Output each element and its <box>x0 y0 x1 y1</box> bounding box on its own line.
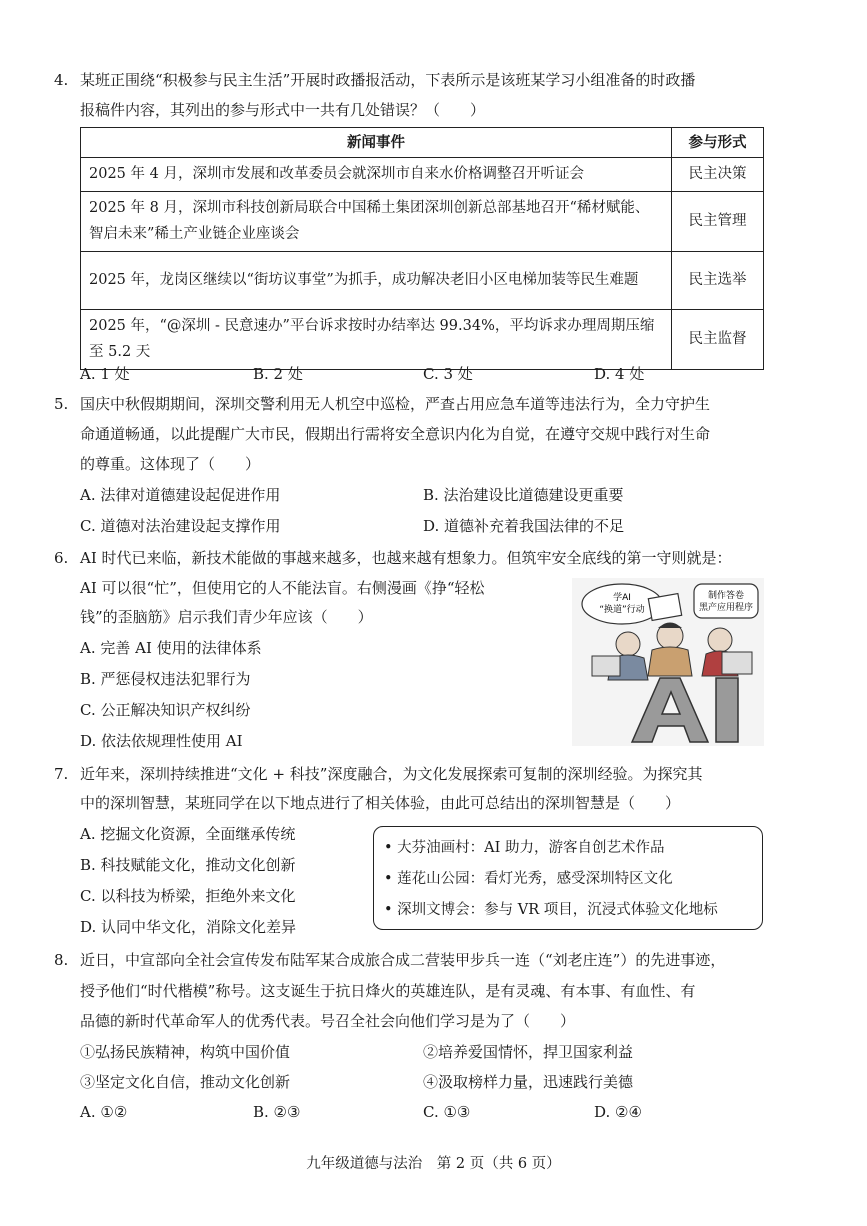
table-row <box>81 310 764 370</box>
q5-option-b[interactable]: B. 法治建设比道德建设更重要 <box>423 486 624 504</box>
q4-option-b[interactable]: B. 2 处 <box>253 365 303 383</box>
q8-item-4: ④汲取榜样力量，迅速践行美德 <box>423 1073 634 1091</box>
q8-item-2: ②培养爱国情怀，捍卫国家利益 <box>423 1043 634 1061</box>
bubble-left-text-1: 学AI <box>613 593 631 603</box>
q7-option-b[interactable]: B. 科技赋能文化，推动文化创新 <box>80 856 296 874</box>
q5-option-d[interactable]: D. 道德补充着我国法律的不足 <box>423 517 625 535</box>
bubble-left-text-2: “换道”行动 <box>599 605 645 615</box>
comic-illustration <box>572 578 764 746</box>
q8-option-d[interactable]: D. ②④ <box>594 1103 642 1121</box>
experience-item: • 莲花山公园：看灯光秀，感受深圳特区文化 <box>384 871 673 887</box>
q7-option-a[interactable]: A. 挖掘文化资源，全面继承传统 <box>80 825 296 843</box>
q4-stem-line1: 某班正围绕“积极参与民主生活”开展时政播报活动，下表所示是该班某学习小组准备的时政播 <box>80 71 696 89</box>
q4-option-a[interactable]: A. 1 处 <box>80 365 130 383</box>
q5-stem-line1: 国庆中秋假期期间，深圳交警利用无人机空中巡检，严查占用应急车道等违法行为，全力守护生 <box>80 395 711 413</box>
q8-number: 8. <box>54 951 69 969</box>
laptop-left-icon <box>592 656 620 676</box>
experience-item: • 深圳文博会：参与 VR 项目，沉浸式体验文化地标 <box>384 902 718 918</box>
comic-drawing <box>572 578 764 746</box>
q8-option-c[interactable]: C. ①③ <box>423 1103 471 1121</box>
q7-option-d[interactable]: D. 认同中华文化，消除文化差异 <box>80 918 297 936</box>
bubble-right-text-1: 制作答卷 <box>707 591 745 601</box>
q5-number: 5. <box>54 395 69 413</box>
table-cell-form: 民主决策 <box>672 158 764 192</box>
q5-option-a[interactable]: A. 法律对道德建设起促进作用 <box>80 486 281 504</box>
q5-stem-line2: 命通道畅通，以此提醒广大市民，假期出行需将安全意识内化为自觉，在遵守交规中践行对生命 <box>80 425 711 443</box>
q8-stem-line2: 授予他们“时代楷模”称号。这支诞生于抗日烽火的英雄连队，是有灵魂、有本事、有血性、有 <box>80 982 696 1000</box>
q7-stem-line1: 近年来，深圳持续推进“文化 + 科技”深度融合，为文化发展探索可复制的深圳经验。为探究其 <box>80 765 703 783</box>
q5-stem-line3: 的尊重。这体现了（ ） <box>80 455 261 473</box>
q4-option-c[interactable]: C. 3 处 <box>423 365 473 383</box>
laptop-right-icon <box>722 652 752 674</box>
experience-box <box>373 826 763 930</box>
header-news-event: 新闻事件 <box>81 128 672 158</box>
q8-item-1: ①弘扬民族精神，构筑中国价值 <box>80 1043 291 1061</box>
q7-number: 7. <box>54 765 69 783</box>
q8-stem-line1: 近日，中宣部向全社会宣传发布陆军某合成旅合成二营装甲步兵一连（“刘老庄连”）的先进事迹， <box>80 951 726 969</box>
letter-i-shape <box>716 678 738 742</box>
page-footer: 九年级道德与法治 第 2 页（共 6 页） <box>306 1156 561 1172</box>
q6-stem-line1: AI 时代已来临，新技术能做的事越来越多，也越来越有想象力。但筑牢安全底线的第一守则就是： <box>80 549 732 567</box>
table-header-row <box>81 128 764 158</box>
experience-item: • 大芬油画村：AI 助力，游客自创艺术作品 <box>384 840 665 856</box>
book-icon <box>648 594 681 621</box>
q4-option-d[interactable]: D. 4 处 <box>594 365 645 383</box>
q8-option-b[interactable]: B. ②③ <box>253 1103 301 1121</box>
table-cell-form: 民主监督 <box>672 310 764 370</box>
person-left-head <box>616 632 640 656</box>
person-center-body <box>648 647 692 676</box>
q7-stem-line2: 中的深圳智慧，某班同学在以下地点进行了相关体验，由此可总结出的深圳智慧是（ ） <box>80 794 681 812</box>
q6-stem-line2: AI 可以很“忙”，但使用它的人不能法盲。右侧漫画《挣“轻松 <box>80 579 485 597</box>
q6-option-a[interactable]: A. 完善 AI 使用的法律体系 <box>80 639 262 657</box>
q4-stem-line2: 报稿件内容，其列出的参与形式中一共有几处错误？（ ） <box>80 101 486 119</box>
q5-option-c[interactable]: C. 道德对法治建设起支撑作用 <box>80 517 281 535</box>
table-cell-event: 2025 年 4 月，深圳市发展和改革委员会就深圳市自来水价格调整召开听证会 <box>81 158 672 192</box>
news-table <box>80 127 764 370</box>
q6-option-d[interactable]: D. 依法依规理性使用 AI <box>80 732 243 750</box>
person-right-head <box>708 628 732 652</box>
header-form: 参与形式 <box>672 128 764 158</box>
table-cell-form: 民主管理 <box>672 192 764 252</box>
q6-option-c[interactable]: C. 公正解决知识产权纠纷 <box>80 701 251 719</box>
q7-option-c[interactable]: C. 以科技为桥梁，拒绝外来文化 <box>80 887 296 905</box>
q6-option-b[interactable]: B. 严惩侵权违法犯罪行为 <box>80 670 251 688</box>
table-row <box>81 192 764 252</box>
table-row <box>81 252 764 310</box>
q8-option-a[interactable]: A. ①② <box>80 1103 128 1121</box>
q4-number: 4. <box>54 71 69 89</box>
q8-item-3: ③坚定文化自信，推动文化创新 <box>80 1073 291 1091</box>
table-cell-event: 2025 年，“@深圳 - 民意速办”平台诉求按时办结率达 99.34%，平均诉求办理周期压缩至 5.2 天 <box>81 310 672 370</box>
bubble-right-text-2: 黑产应用程序 <box>698 603 754 613</box>
table-cell-event: 2025 年 8 月，深圳市科技创新局联合中国稀土集团深圳创新总部基地召开“稀材赋能、智启未来”稀土产业链企业座谈会 <box>81 192 672 252</box>
q6-number: 6. <box>54 549 69 567</box>
table-cell-form: 民主选举 <box>672 252 764 310</box>
table-row <box>81 158 764 192</box>
q8-stem-line3: 品德的新时代革命军人的优秀代表。号召全社会向他们学习是为了（ ） <box>80 1012 576 1030</box>
table-cell-event: 2025 年，龙岗区继续以“街坊议事堂”为抓手，成功解决老旧小区电梯加装等民生难题 <box>81 252 672 310</box>
q6-stem-line3: 钱”的歪脑筋》启示我们青少年应该（ ） <box>80 608 373 626</box>
